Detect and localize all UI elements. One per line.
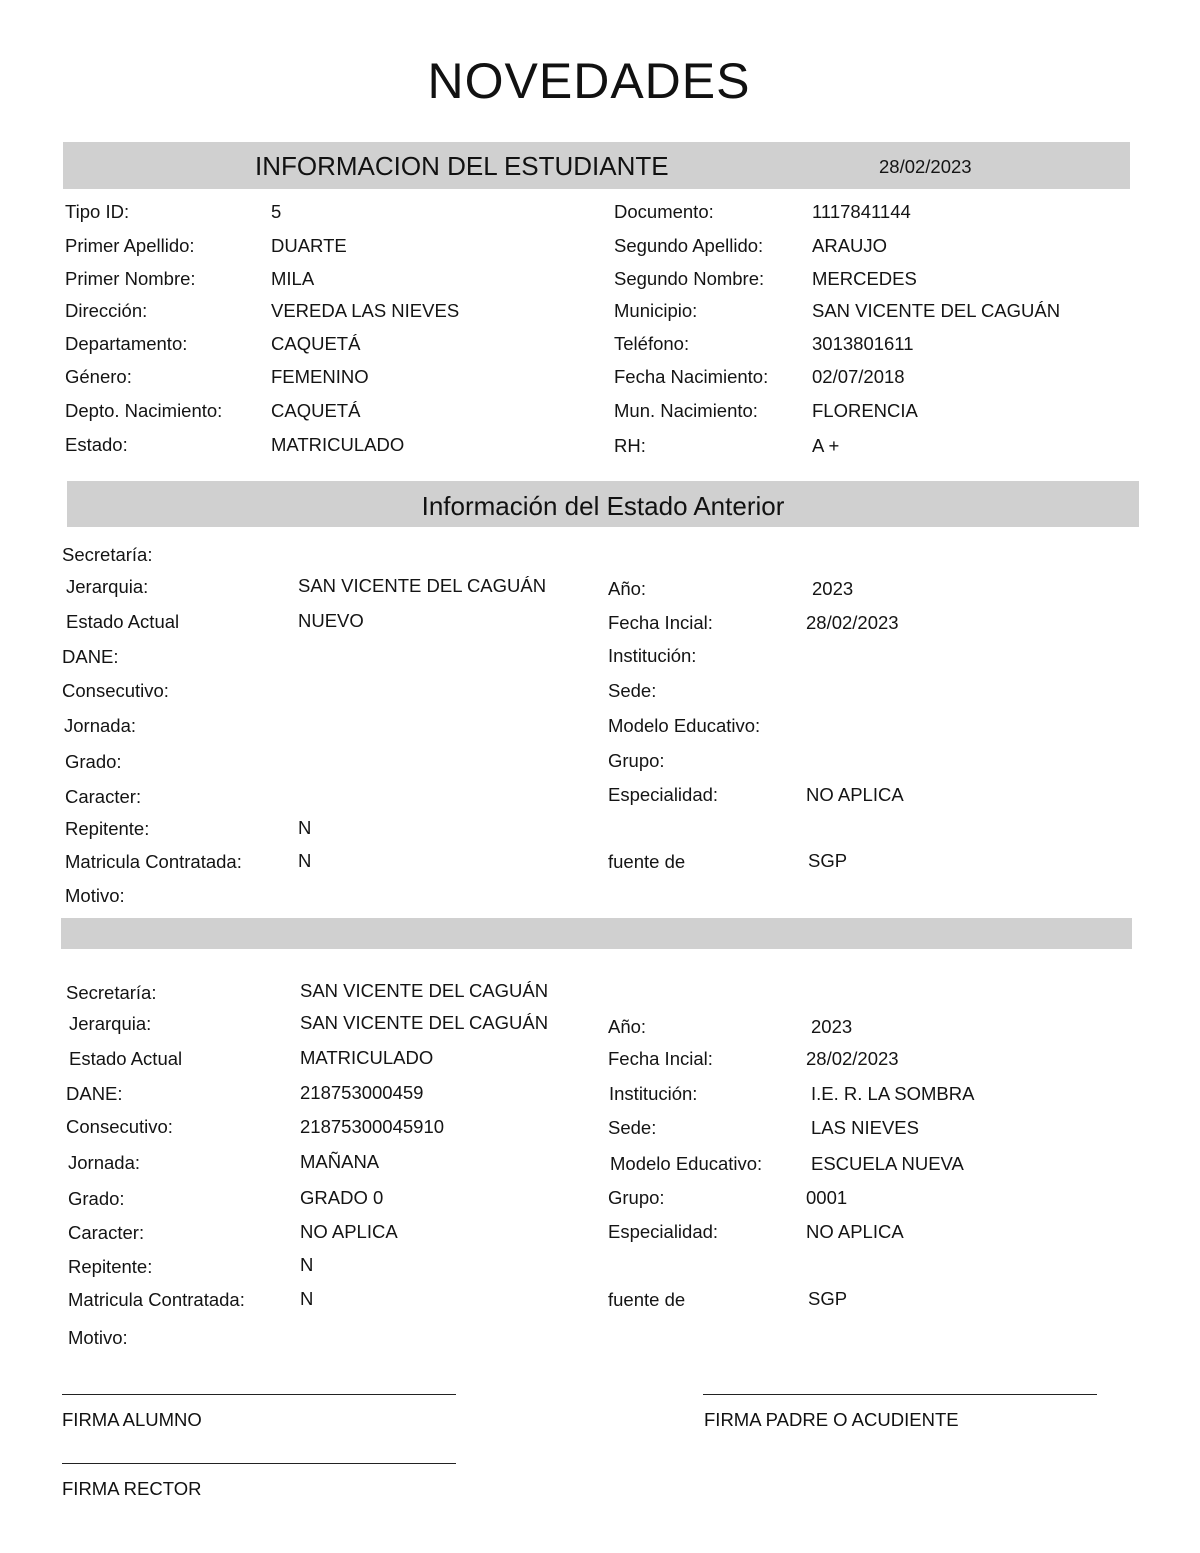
field-value: 28/02/2023 — [806, 1048, 899, 1069]
field-label: Grupo: — [608, 750, 665, 771]
field-label: Documento: — [614, 201, 714, 222]
rector-signature-label: FIRMA RECTOR — [62, 1478, 202, 1499]
field-value: SGP — [808, 1288, 848, 1309]
field-value: N — [300, 1254, 314, 1275]
field-value: CAQUETÁ — [271, 333, 361, 354]
field-value: N — [298, 850, 312, 871]
field-label: Género: — [65, 366, 132, 387]
field-label: Institución: — [609, 1083, 698, 1104]
field-value: ARAUJO — [812, 235, 888, 256]
field-label: Tipo ID: — [65, 201, 130, 222]
field-label: Fecha Incial: — [608, 1048, 713, 1069]
field-label: Teléfono: — [614, 333, 690, 354]
field-value: I.E. R. LA SOMBRA — [811, 1083, 975, 1104]
field-value: ESCUELA NUEVA — [811, 1153, 964, 1174]
field-value: VEREDA LAS NIEVES — [271, 300, 460, 321]
field-label: Modelo Educativo: — [608, 715, 761, 736]
parent-signature-label: FIRMA PADRE O ACUDIENTE — [704, 1409, 959, 1430]
field-value: 28/02/2023 — [806, 612, 899, 633]
field-value: SAN VICENTE DEL CAGUÁN — [298, 575, 547, 596]
field-label: Mun. Nacimiento: — [614, 400, 758, 421]
field-label: Estado Actual — [69, 1048, 183, 1069]
field-value: 1117841144 — [812, 201, 911, 222]
field-label: Repitente: — [68, 1256, 153, 1277]
field-label: DANE: — [66, 1083, 123, 1104]
field-label: Segundo Nombre: — [614, 268, 765, 289]
field-value: MATRICULADO — [300, 1047, 434, 1068]
field-label: Grado: — [68, 1188, 125, 1209]
field-value: 5 — [271, 201, 282, 222]
field-value: 2023 — [811, 1016, 853, 1037]
field-value: SGP — [808, 850, 848, 871]
field-value: CAQUETÁ — [271, 400, 361, 421]
field-label: Matricula Contratada: — [65, 851, 242, 872]
field-label: Caracter: — [68, 1222, 145, 1243]
field-label: Especialidad: — [608, 1221, 719, 1242]
field-label: Modelo Educativo: — [610, 1153, 763, 1174]
current-section-header — [61, 918, 1132, 949]
field-label: Jerarquia: — [66, 576, 149, 597]
field-label: Caracter: — [65, 786, 142, 807]
field-label: Consecutivo: — [62, 680, 169, 701]
field-value: 0001 — [806, 1187, 848, 1208]
field-value: SAN VICENTE DEL CAGUÁN — [300, 1012, 549, 1033]
field-label: Institución: — [608, 645, 697, 666]
field-label: Matricula Contratada: — [68, 1289, 245, 1310]
page-title: NOVEDADES — [427, 53, 751, 109]
field-value: 2023 — [812, 578, 854, 599]
field-value: NO APLICA — [300, 1221, 398, 1242]
field-label: Motivo: — [65, 885, 125, 906]
field-label: Grado: — [65, 751, 122, 772]
field-value: 218753000459 — [300, 1082, 424, 1103]
field-value: FEMENINO — [271, 366, 369, 387]
field-label: RH: — [614, 435, 646, 456]
field-value: 21875300045910 — [300, 1116, 445, 1137]
field-value: MERCEDES — [812, 268, 917, 289]
field-label: DANE: — [62, 646, 119, 667]
field-value: MATRICULADO — [271, 434, 405, 455]
field-value: SAN VICENTE DEL CAGUÁN — [300, 980, 549, 1001]
field-value: MAÑANA — [300, 1151, 380, 1172]
field-label: Departamento: — [65, 333, 188, 354]
field-label: Fecha Nacimiento: — [614, 366, 769, 387]
field-label: Año: — [608, 578, 647, 599]
field-label: Jornada: — [64, 715, 136, 736]
field-label: Jerarquia: — [69, 1013, 152, 1034]
field-label: Estado Actual — [66, 611, 180, 632]
parent-signature-line — [703, 1394, 1097, 1395]
field-value: SAN VICENTE DEL CAGUÁN — [812, 300, 1061, 321]
field-value: NO APLICA — [806, 784, 904, 805]
field-label: Primer Apellido: — [65, 235, 195, 256]
field-label: Municipio: — [614, 300, 698, 321]
field-label: Grupo: — [608, 1187, 665, 1208]
student-signature-label: FIRMA ALUMNO — [62, 1409, 202, 1430]
rector-signature-line — [62, 1463, 456, 1464]
field-label: Jornada: — [68, 1152, 140, 1173]
field-label: Sede: — [608, 680, 657, 701]
student-signature-line — [62, 1394, 456, 1395]
field-label: Dirección: — [65, 300, 148, 321]
field-label: Motivo: — [68, 1327, 128, 1348]
field-label: Depto. Nacimiento: — [65, 400, 223, 421]
field-label: Repitente: — [65, 818, 150, 839]
field-value: NO APLICA — [806, 1221, 904, 1242]
field-label: Secretaría: — [62, 544, 153, 565]
field-label: Estado: — [65, 434, 128, 455]
field-value: N — [298, 817, 312, 838]
field-label: Especialidad: — [608, 784, 719, 805]
field-value: 02/07/2018 — [812, 366, 905, 387]
field-label: Secretaría: — [66, 982, 157, 1003]
report-date: 28/02/2023 — [879, 156, 972, 177]
field-label: Primer Nombre: — [65, 268, 196, 289]
field-value: LAS NIEVES — [811, 1117, 919, 1138]
field-label: Segundo Apellido: — [614, 235, 764, 256]
field-value: DUARTE — [271, 235, 347, 256]
field-value: MILA — [271, 268, 315, 289]
field-value: A + — [812, 435, 840, 456]
field-label: Año: — [608, 1016, 647, 1037]
field-label: fuente de — [608, 851, 686, 872]
field-value: FLORENCIA — [812, 400, 918, 421]
field-value: NUEVO — [298, 610, 364, 631]
field-value: 3013801611 — [812, 333, 914, 354]
field-label: Sede: — [608, 1117, 657, 1138]
field-value: N — [300, 1288, 314, 1309]
student-section-title: INFORMACION DEL ESTUDIANTE — [255, 151, 669, 181]
previous-section-title: Información del Estado Anterior — [421, 491, 785, 521]
field-label: fuente de — [608, 1289, 686, 1310]
field-label: Consecutivo: — [66, 1116, 173, 1137]
field-label: Fecha Incial: — [608, 612, 713, 633]
field-value: GRADO 0 — [300, 1187, 384, 1208]
